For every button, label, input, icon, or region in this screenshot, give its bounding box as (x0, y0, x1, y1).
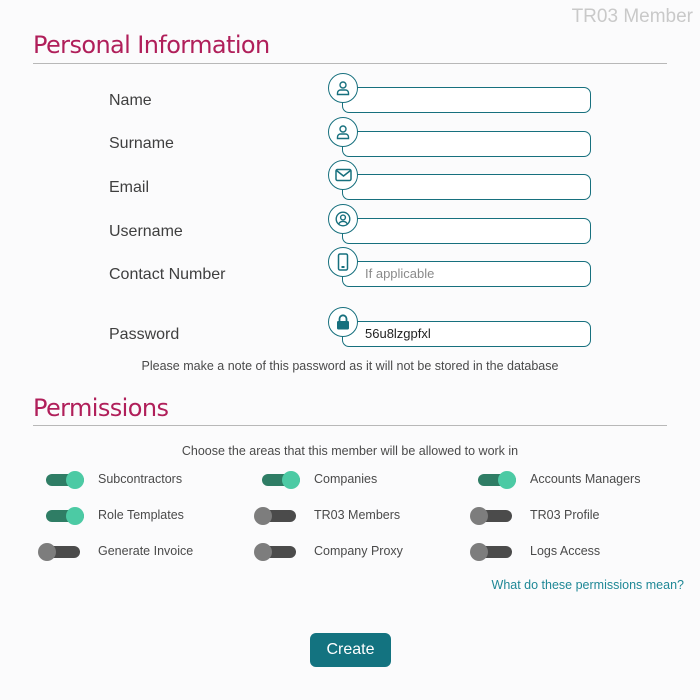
user-icon (328, 117, 358, 147)
mobile-phone-icon (328, 247, 358, 277)
username-field-group (328, 204, 591, 244)
surname-field-group (328, 117, 591, 157)
permissions-heading: Permissions (33, 394, 169, 422)
permission-role-templates (42, 506, 184, 526)
user-circle-icon (328, 204, 358, 234)
toggle-accounts-managers[interactable] (474, 470, 518, 490)
username-input[interactable] (365, 219, 585, 242)
contact-number-label: Contact Number (109, 266, 226, 283)
create-button[interactable]: Create (310, 633, 391, 667)
toggle-logs-access[interactable] (470, 542, 514, 562)
permission-label: Subcontractors (98, 472, 183, 486)
permission-label: TR03 Profile (530, 508, 600, 522)
permission-label: Companies (314, 472, 378, 486)
password-label: Password (109, 326, 180, 343)
permission-label: Logs Access (530, 544, 601, 558)
permission-tr03-profile (470, 506, 600, 526)
toggle-generate-invoice[interactable] (38, 542, 82, 562)
section-divider (33, 425, 667, 426)
surname-input[interactable] (365, 132, 585, 155)
permissions-help-link[interactable]: What do these permissions mean? (491, 578, 684, 592)
password-note: Please make a note of this password as it will not be stored in the database (141, 359, 559, 373)
toggle-companies[interactable] (258, 470, 302, 490)
permission-subcontractors (42, 470, 183, 490)
permission-companies (258, 470, 378, 490)
toggle-company-proxy[interactable] (254, 542, 298, 562)
password-input[interactable] (365, 322, 585, 345)
envelope-icon (328, 160, 358, 190)
permission-label: Accounts Managers (530, 472, 641, 486)
permission-tr03-members (254, 506, 401, 526)
toggle-tr03-members[interactable] (254, 506, 298, 526)
permissions-intro: Choose the areas that this member will be allowed to work in (181, 444, 519, 458)
username-label: Username (109, 223, 183, 240)
contact-number-input[interactable] (365, 262, 585, 285)
toggle-role-templates[interactable] (42, 506, 86, 526)
permission-accounts-managers (474, 470, 641, 490)
permission-generate-invoice (38, 542, 194, 562)
email-label: Email (109, 179, 150, 196)
permission-label: Role Templates (98, 508, 184, 522)
user-icon (328, 73, 358, 103)
page-context-label: TR03 Member (571, 6, 693, 27)
email-input[interactable] (365, 175, 585, 198)
permission-label: Generate Invoice (98, 544, 194, 558)
lock-icon (328, 307, 358, 337)
permission-label: TR03 Members (314, 508, 401, 522)
permission-label: Company Proxy (314, 544, 403, 558)
surname-label: Surname (109, 135, 174, 152)
name-input[interactable] (365, 88, 585, 111)
name-field-group (328, 73, 591, 113)
contact-number-field-group (328, 247, 591, 287)
name-label: Name (109, 92, 152, 109)
toggle-subcontractors[interactable] (42, 470, 86, 490)
password-field-group (328, 307, 591, 347)
toggle-tr03-profile[interactable] (470, 506, 514, 526)
permission-logs-access (470, 542, 601, 562)
section-divider (33, 63, 667, 64)
email-field-group (328, 160, 591, 200)
personal-information-heading: Personal Information (33, 31, 270, 59)
permission-company-proxy (254, 542, 403, 562)
